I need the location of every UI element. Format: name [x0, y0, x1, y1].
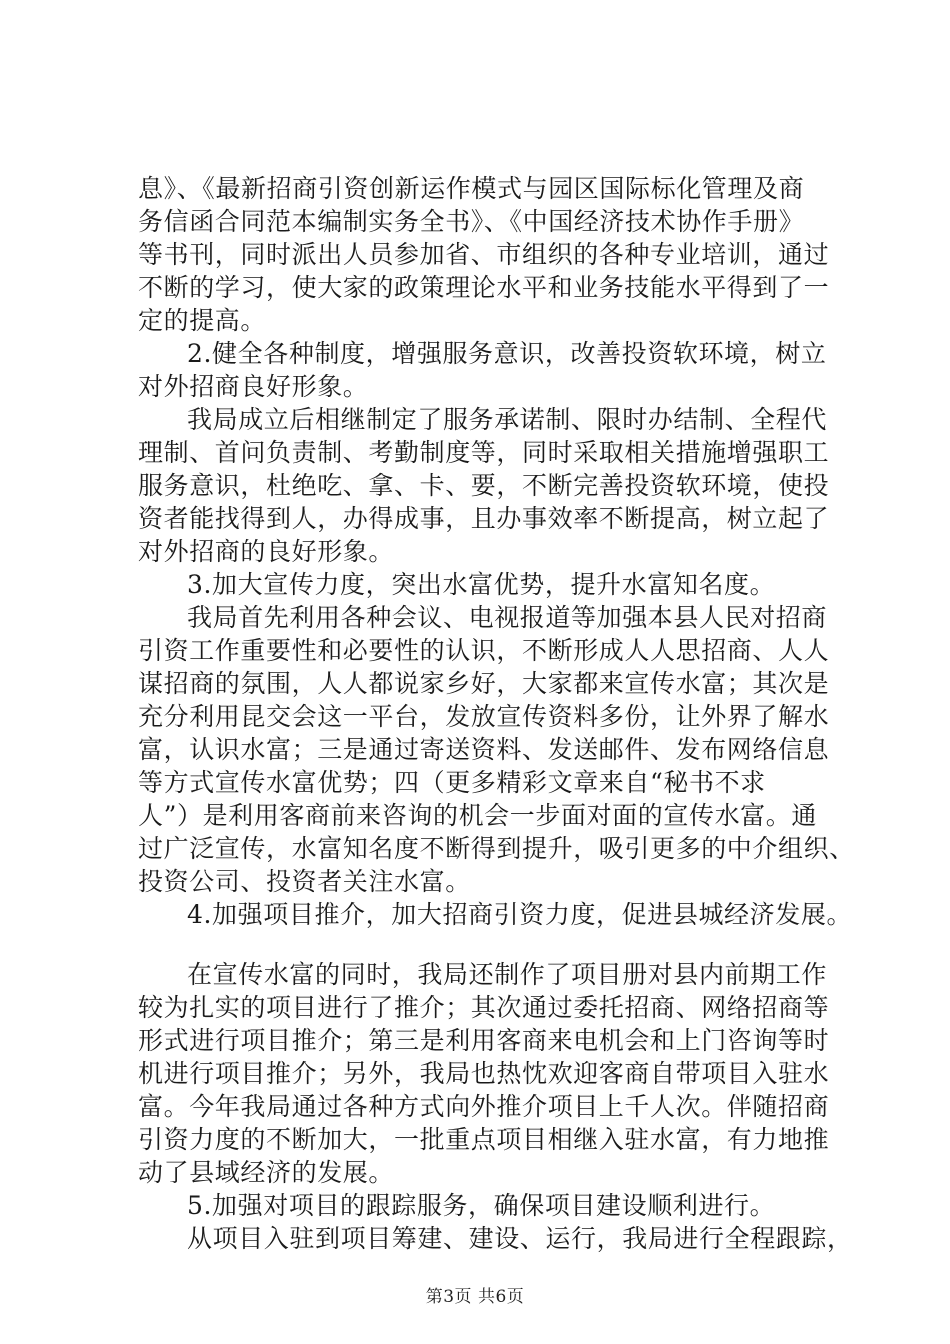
- paragraph-line: 投资公司、投资者关注水富。: [138, 867, 471, 896]
- paragraph-line: 等书刊，同时派出人员参加省、市组织的各种专业培训，通过: [138, 240, 830, 269]
- paragraph-line: 机进行项目推介；另外，我局也热忱欢迎客商自带项目入驻水: [138, 1059, 830, 1088]
- paragraph-line: 人”）是利用客商前来咨询的机会一步面对面的宣传水富。通: [138, 801, 817, 830]
- paragraph-line: 充分利用昆交会这一平台，发放宣传资料多份，让外界了解水: [138, 702, 830, 731]
- paragraph-line: 过广泛宣传，水富知名度不断得到提升，吸引更多的中介组织、: [138, 834, 855, 863]
- section-heading-3: 3.加大宣传力度，突出水富优势，提升水富知名度。: [187, 570, 776, 599]
- paragraph-line: 我局首先利用各种会议、电视报道等加强本县人民对招商: [187, 603, 828, 632]
- paragraph-line: 形式进行项目推介；第三是利用客商来电机会和上门咨询等时: [138, 1026, 830, 1055]
- paragraph-line: 务信函合同范本编制实务全书》、《中国经济技术协作手册》: [138, 207, 805, 236]
- paragraph-line: 不断的学习，使大家的政策理论水平和业务技能水平得到了一: [138, 273, 830, 302]
- paragraph-line: 对外招商的良好形象。: [138, 537, 395, 566]
- paragraph-line: 资者能找得到人，办得成事，且办事效率不断提高，树立起了: [138, 504, 830, 533]
- paragraph-line: 定的提高。: [138, 306, 267, 335]
- section-heading-5: 5.加强对项目的跟踪服务，确保项目建设顺利进行。: [187, 1191, 776, 1220]
- paragraph-line: 动了县域经济的发展。: [138, 1158, 395, 1187]
- section-heading-2: 2.健全各种制度，增强服务意识，改善投资软环境，树立: [187, 339, 827, 368]
- paragraph-line: 引资工作重要性和必要性的认识，不断形成人人思招商、人人: [138, 636, 830, 665]
- section-heading-2-continued: 对外招商良好形象。: [138, 372, 369, 401]
- paragraph-line: 引资力度的不断加大，一批重点项目相继入驻水富，有力地推: [138, 1125, 830, 1154]
- paragraph-line: 从项目入驻到项目筹建、建设、运行，我局进行全程跟踪，: [187, 1224, 853, 1253]
- paragraph-line: 服务意识，杜绝吃、拿、卡、要，不断完善投资软环境，使投: [138, 471, 830, 500]
- paragraph-line: 谋招商的氛围，人人都说家乡好，大家都来宣传水富；其次是: [138, 669, 830, 698]
- paragraph-line: 在宣传水富的同时，我局还制作了项目册对县内前期工作: [187, 960, 828, 989]
- paragraph-line: 富。今年我局通过各种方式向外推介项目上千人次。伴随招商: [138, 1092, 830, 1121]
- section-heading-4: 4.加强项目推介，加大招商引资力度，促进县城经济发展。: [187, 900, 853, 929]
- paragraph-line: 息》、《最新招商引资创新运作模式与园区国际标化管理及商: [138, 174, 805, 203]
- paragraph-line: 较为扎实的项目进行了推介；其次通过委托招商、网络招商等: [138, 993, 830, 1022]
- paragraph-line: 等方式宣传水富优势；四（更多精彩文章来自“秘书不求: [138, 768, 766, 797]
- paragraph-line: 我局成立后相继制定了服务承诺制、限时办结制、全程代: [187, 405, 828, 434]
- page-number-footer: 第3页 共6页: [425, 1287, 525, 1307]
- paragraph-line: 富，认识水富；三是通过寄送资料、发送邮件、发布网络信息: [138, 735, 830, 764]
- paragraph-line: 理制、首问负责制、考勤制度等，同时采取相关措施增强职工: [138, 438, 830, 467]
